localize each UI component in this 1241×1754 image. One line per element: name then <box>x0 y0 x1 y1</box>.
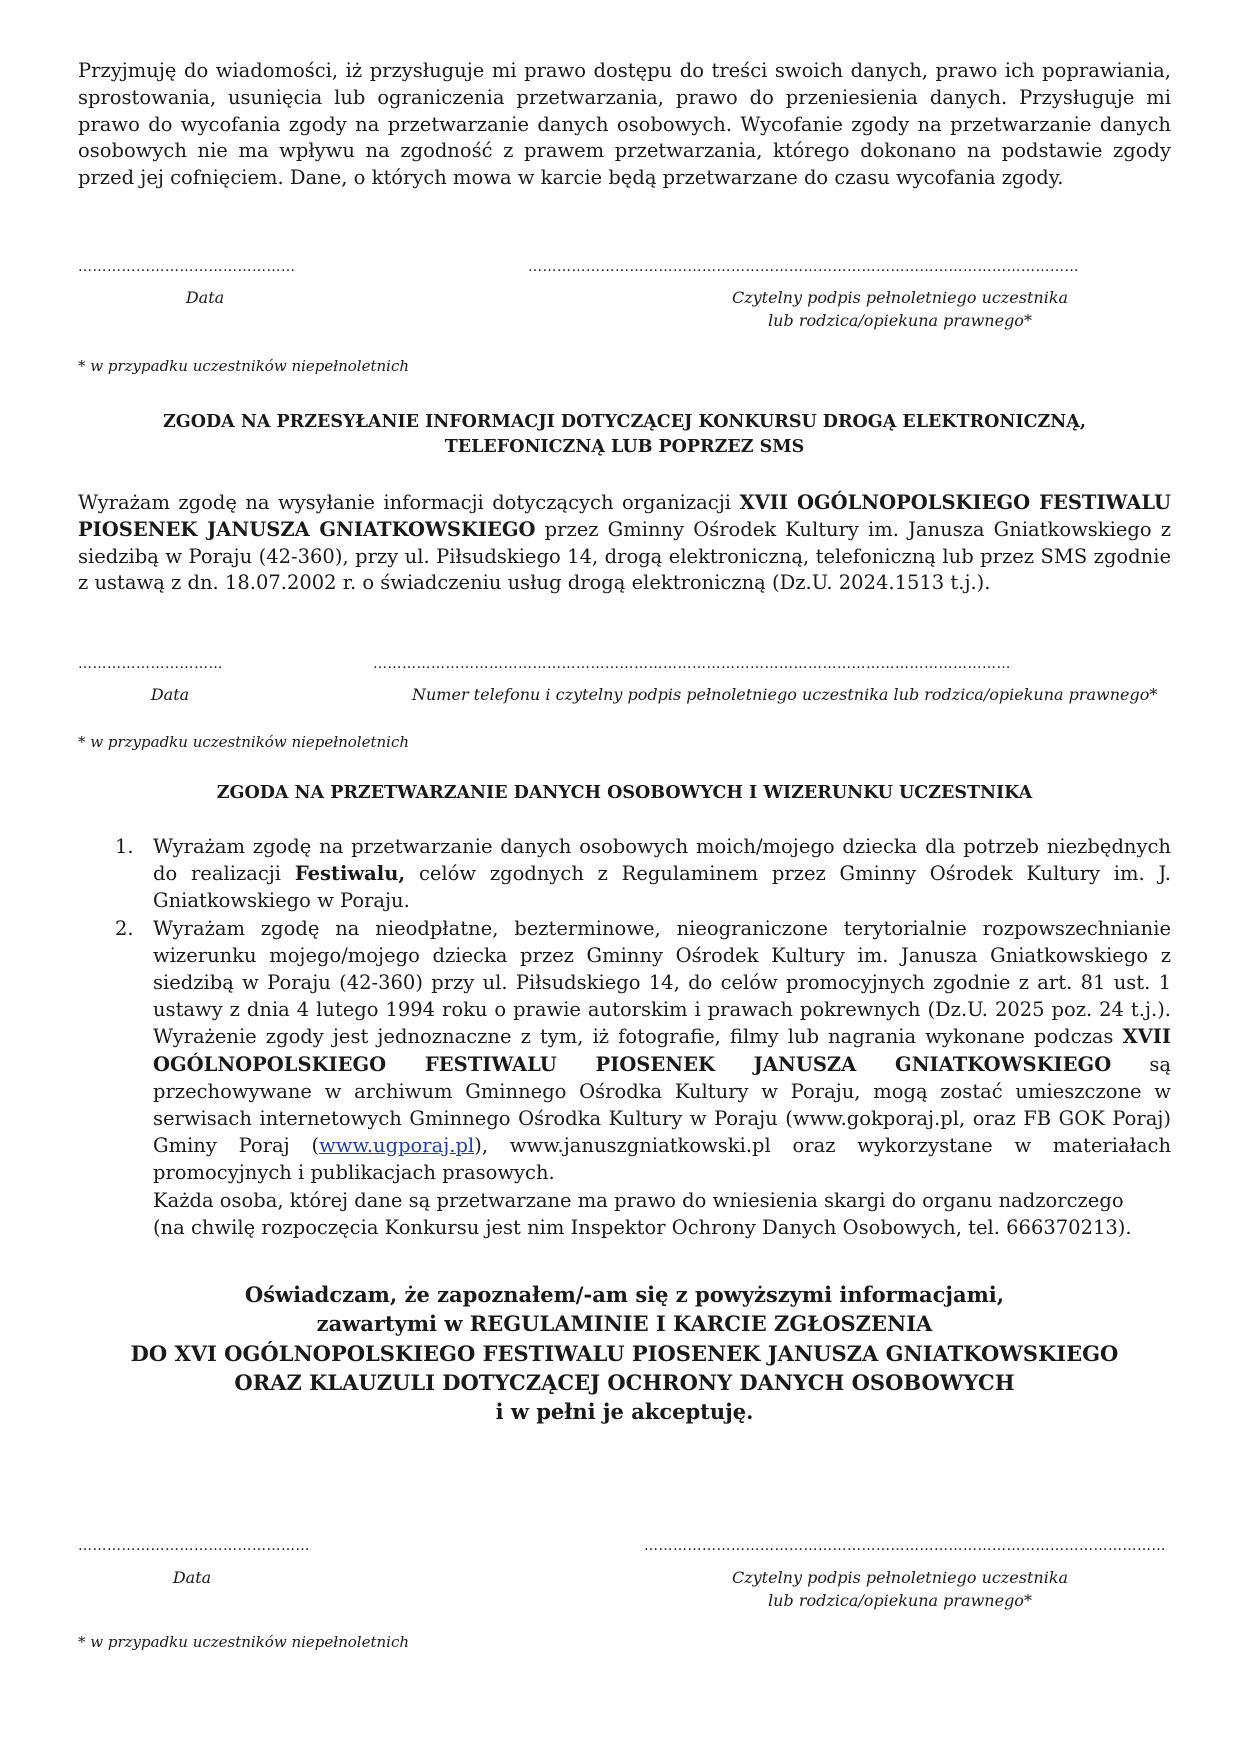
consent-item-2-text-end: ), www.januszgniatkowski.pl oraz wykorzystane w materiałach promocyjnych i publikacjach prasowych. <box>153 1134 1172 1185</box>
sms-consent-heading <box>78 410 1171 460</box>
date-field-3[interactable]: ………………………………………… <box>78 1538 310 1554</box>
sms-consent-heading-line1: ZGODA NA PRZESYŁANIE INFORMACJI DOTYCZĄCEJ KONKURSU DROGĄ ELEKTRONICZNĄ, <box>163 412 1086 432</box>
date-caption-1: Data <box>185 288 225 307</box>
phone-signature-caption: Numer telefonu i czytelny podpis pełnoletniego uczestnika lub rodzica/opiekuna prawnego* <box>412 685 1158 704</box>
date-caption-2: Data <box>150 685 190 704</box>
signature-caption-3 <box>700 1566 1100 1612</box>
signature-field-3[interactable]: ……………………………………………………………………………………………… <box>644 1538 1166 1554</box>
footnote-1: * w przypadku uczestników niepełnoletnich <box>78 357 410 375</box>
consent-item-1 <box>78 833 1171 915</box>
festival-word: Festiwalu, <box>294 862 406 886</box>
date-caption-3: Data <box>172 1568 212 1587</box>
signature-caption-3-line1: Czytelny podpis pełnoletniego uczestnika <box>731 1568 1069 1587</box>
declaration <box>78 1280 1171 1426</box>
footnote-2: * w przypadku uczestników niepełnoletnich <box>78 733 410 751</box>
complaint-line-2: (na chwilę rozpoczęcia Konkursu jest nim Inspektor Ochrony Danych Osobowych, tel. 666370213). <box>153 1215 1132 1239</box>
sms-consent-heading-line2: TELEFONICZNĄ LUB POPRZEZ SMS <box>444 437 805 457</box>
declaration-line-2: zawartymi w REGULAMINIE I KARCIE ZGŁOSZENIA <box>316 1311 933 1337</box>
ugporaj-link[interactable]: www.ugporaj.pl <box>319 1134 475 1158</box>
consent-item-2-text-start: Wyrażam zgodę na nieodpłatne, bezterminowe, nieograniczone terytorialnie rozpowszechnianie wizerunku mojego/mojego dziecka przez Gminny Ośrodek Kultury im. Janusza Gniatkowskiego z siedzibą w Poraju (42-360) przy ul. Piłsudskiego 14, do celów promocyjnych zgodnie z art. 81 ust. 1 ustawy z dnia 4 lutego 1994 roku o prawie autorskim i prawach pokrewnych (Dz.U. 2025 poz. 24 t.j.). Wyrażenie zgody jest jednoznaczne z tym, iż fotografie, filmy lub nagrania wykonane podczas <box>153 916 1171 1049</box>
date-field-2[interactable]: ………………………… <box>78 656 223 672</box>
sms-consent-text <box>78 490 1171 597</box>
consent-item-1-text-end: celów zgodnych z Regulaminem przez Gminny Ośrodek Kultury im. J. Gniatkowskiego w Poraju. <box>153 862 1171 913</box>
signature-caption-1-line1: Czytelny podpis pełnoletniego uczestnika <box>731 288 1069 307</box>
consent-list <box>78 833 1171 1241</box>
sms-consent-text-end: przez Gminny Ośrodek Kultury im. Janusza Gniatkowskiego z siedzibą w Poraju (42-360), przy ul. Piłsudskiego 14, drogą elektroniczną, telefoniczną lub przez SMS zgodnie z ustawą z dn. 18.07.2002 r. o świadczeniu usług drogą elektroniczną (Dz.U. 2024.1513 t.j.). <box>78 517 1171 595</box>
consent-item-1-number: 1. <box>115 835 134 858</box>
declaration-line-3: DO XVI OGÓLNOPOLSKIEGO FESTIWALU PIOSENEK JANUSZA GNIATKOWSKIEGO <box>130 1340 1119 1366</box>
signature-caption-1-line2: lub rodzica/opiekuna prawnego* <box>768 311 1032 330</box>
signature-caption-3-line2: lub rodzica/opiekuna prawnego* <box>768 1591 1032 1610</box>
consent-item-2-number: 2. <box>115 916 134 940</box>
signature-field-1[interactable]: …………………………………………………………………………………………………… <box>528 259 1079 275</box>
declaration-line-5: i w pełni je akceptuję. <box>495 1399 754 1425</box>
sms-consent-text-start: Wyrażam zgodę na wysyłanie informacji dotyczących organizacji <box>78 491 740 514</box>
consent-item-2-text-mid: są przechowywane w archiwum Gminnego Ośrodka Kultury w Poraju, mogą zostać umieszczone w serwisach internetowych Gminnego Ośrodka Kultury w Poraju (www.gokporaj.pl, oraz FB GOK Poraj) Gminy Poraj ( <box>153 1052 1171 1158</box>
festival-name-2: XVII OGÓLNOPOLSKIEGO FESTIWALU PIOSENEK JANUSZA GNIATKOWSKIEGO <box>153 1025 1171 1076</box>
festival-name: XVII OGÓLNOPOLSKIEGO FESTIWALU PIOSENEK JANUSZA GNIATKOWSKIEGO <box>78 491 1171 541</box>
declaration-line-4: ORAZ KLAUZULI DOTYCZĄCEJ OCHRONY DANYCH OSOBOWYCH <box>234 1369 1015 1395</box>
consent-item-1-text-start: Wyrażam zgodę na przetwarzanie danych osobowych moich/mojego dziecka dla potrzeb niezbędnych do realizacji <box>153 835 1171 886</box>
declaration-line-1: Oświadczam, że zapoznałem/-am się z powyższymi informacjami, <box>244 1282 1005 1307</box>
date-field-1[interactable]: ……………………………………… <box>78 259 296 275</box>
intro-paragraph: Przyjmuję do wiadomości, iż przysługuje mi prawo dostępu do treści swoich danych, prawo ich poprawiania, sprostowania, usunięcia lub ograniczenia przetwarzania, prawo do przeniesienia danych. Przysługuje mi prawo do wycofania zgody na przetwarzanie danych osobowych. Wycofanie zgody na przetwarzanie danych osobowych nie ma wpływu na zgodność z prawem przetwarzania, którego dokonano na podstawie zgody przed jej cofnięciem. Dane, o których mowa w karcie będą przetwarzane do czasu wycofania zgody. <box>78 59 1171 190</box>
footnote-3: * w przypadku uczestników niepełnoletnich <box>78 1633 410 1651</box>
data-consent-heading: ZGODA NA PRZETWARZANIE DANYCH OSOBOWYCH I WIZERUNKU UCZESTNIKA <box>216 783 1033 803</box>
complaint-line-1: Każda osoba, której dane są przetwarzane ma prawo do wniesienia skargi do organu nadzorczego <box>153 1188 1124 1212</box>
consent-item-2 <box>78 915 1171 1241</box>
phone-signature-field[interactable]: …………………………………………………………………………………………………………………… <box>373 656 1011 672</box>
signature-caption-1 <box>700 286 1100 332</box>
